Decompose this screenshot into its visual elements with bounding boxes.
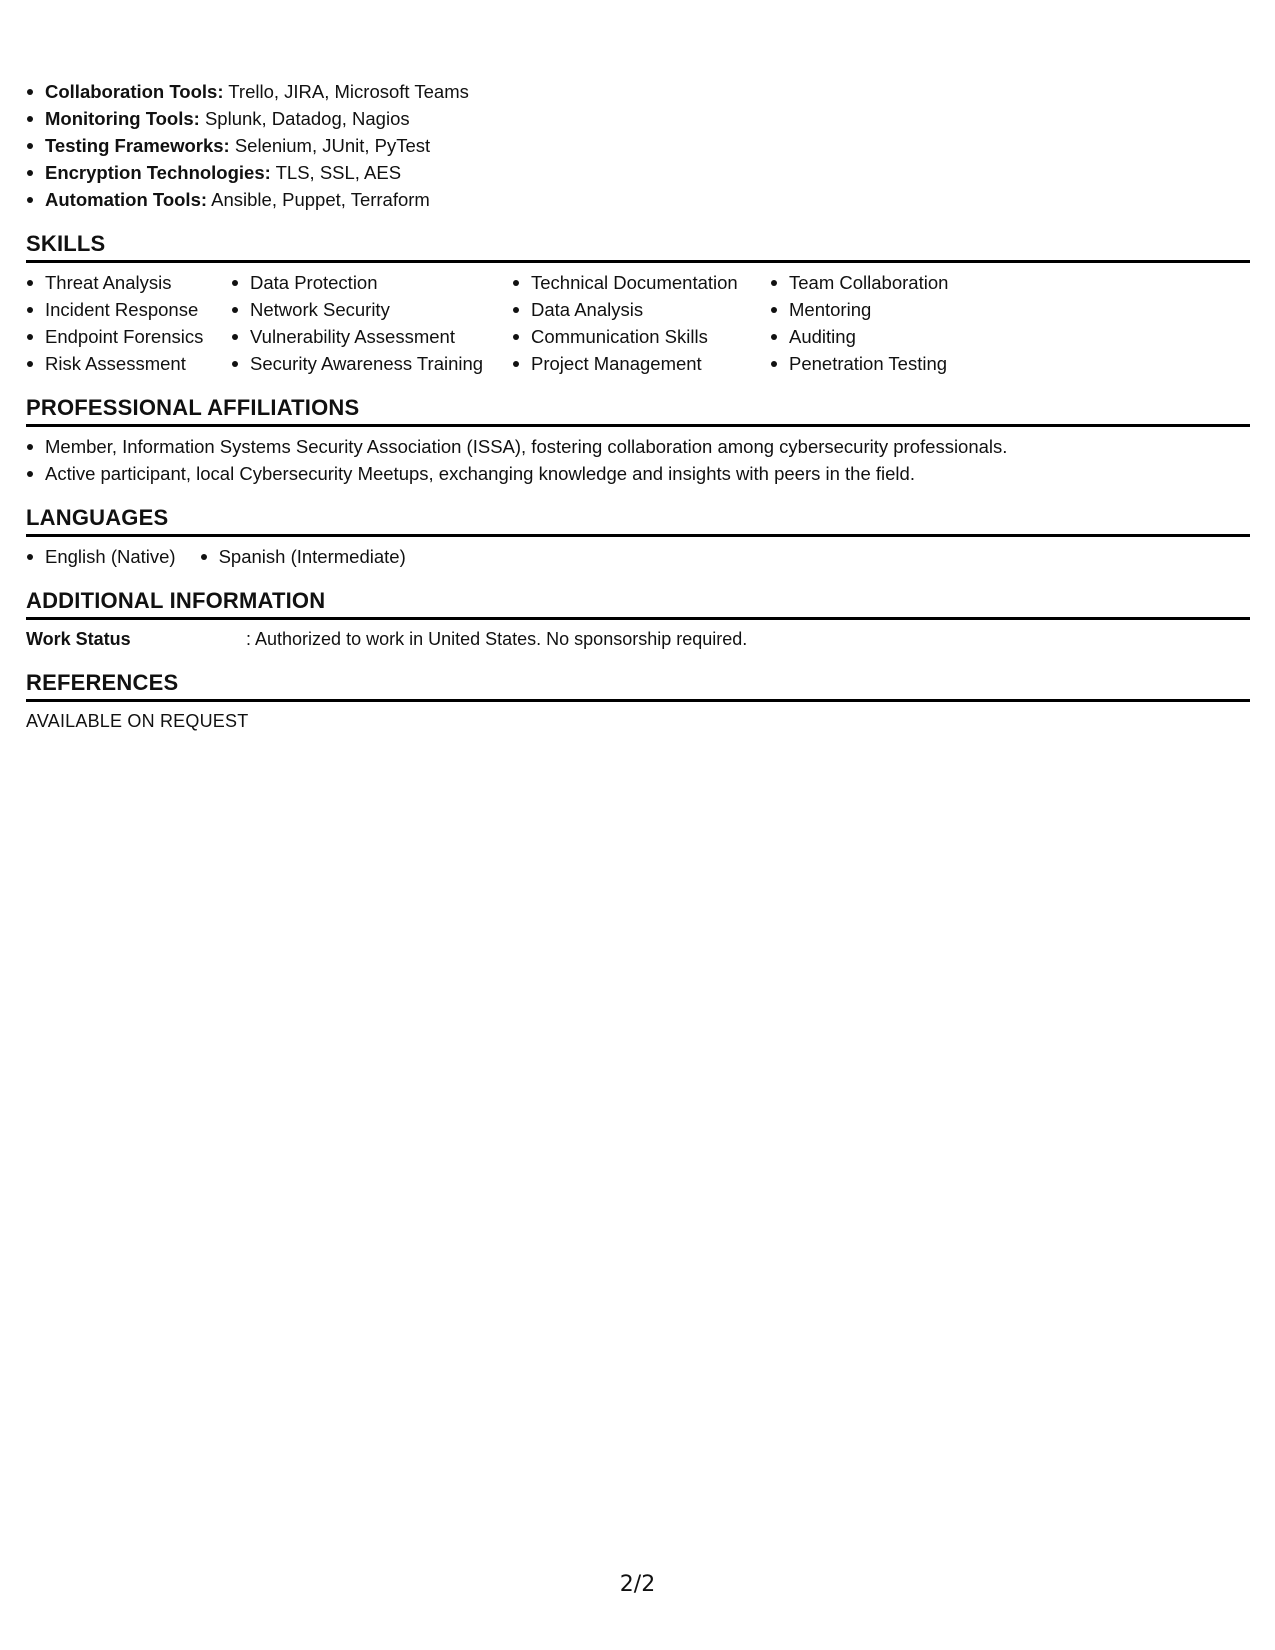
page-number: 2/2: [619, 1572, 656, 1597]
tool-value: Splunk, Datadog, Nagios: [204, 108, 410, 129]
tool-label: Testing Frameworks:: [45, 135, 230, 156]
skills-column-2: [231, 269, 512, 377]
resume-page: [26, 78, 1250, 734]
affiliation-item: Active participant, local Cybersecurity Meetups, exchanging knowledge and insights with peers in the field.: [26, 460, 1250, 487]
skills-column-1: [26, 269, 231, 377]
tool-item-automation: [26, 186, 1250, 213]
skill-item: Security Awareness Training: [231, 350, 512, 377]
additional-info-heading: ADDITIONAL INFORMATION: [26, 588, 1250, 620]
skill-item: Endpoint Forensics: [26, 323, 231, 350]
tools-list: [26, 78, 1250, 213]
skill-item: Team Collaboration: [770, 269, 1030, 296]
tool-item-testing: [26, 132, 1250, 159]
skills-column-3: [512, 269, 770, 377]
work-status-value: : Authorized to work in United States. No sponsorship required.: [246, 629, 748, 649]
skills-heading: SKILLS: [26, 231, 1250, 263]
skill-item: Mentoring: [770, 296, 1030, 323]
references-text: AVAILABLE ON REQUEST: [26, 711, 249, 731]
affiliation-item: Member, Information Systems Security Association (ISSA), fostering collaboration among cybersecurity professionals.: [26, 433, 1250, 460]
skills-grid: [26, 269, 1250, 377]
tool-value: Ansible, Puppet, Terraform: [211, 189, 430, 210]
tool-item-encryption: [26, 159, 1250, 186]
tool-label: Automation Tools:: [45, 189, 208, 210]
work-status-label: Work Status: [26, 629, 131, 649]
affiliations-heading: PROFESSIONAL AFFILIATIONS: [26, 395, 1250, 427]
languages-list: [26, 543, 1250, 570]
skill-item: Data Analysis: [512, 296, 770, 323]
references-heading: REFERENCES: [26, 670, 1250, 702]
tool-item-monitoring: [26, 105, 1250, 132]
languages-heading: LANGUAGES: [26, 505, 1250, 537]
tool-label: Collaboration Tools:: [45, 81, 224, 102]
skill-item: Incident Response: [26, 296, 231, 323]
skill-item: Communication Skills: [512, 323, 770, 350]
tool-value: Selenium, JUnit, PyTest: [234, 135, 431, 156]
tool-label: Encryption Technologies:: [45, 162, 271, 183]
tool-label: Monitoring Tools:: [45, 108, 200, 129]
skill-item: Vulnerability Assessment: [231, 323, 512, 350]
skill-item: Auditing: [770, 323, 1030, 350]
tool-value: Trello, JIRA, Microsoft Teams: [228, 81, 469, 102]
skill-item: Network Security: [231, 296, 512, 323]
skill-item: Threat Analysis: [26, 269, 231, 296]
skill-item: Risk Assessment: [26, 350, 231, 377]
affiliations-list: [26, 433, 1250, 487]
skill-item: Data Protection: [231, 269, 512, 296]
language-item: English (Native): [26, 543, 176, 570]
tool-value: TLS, SSL, AES: [275, 162, 402, 183]
skills-column-4: [770, 269, 1030, 377]
language-item: Spanish (Intermediate): [200, 543, 406, 570]
skill-item: Technical Documentation: [512, 269, 770, 296]
skill-item: Penetration Testing: [770, 350, 1030, 377]
work-status-row: [26, 626, 1250, 652]
skill-item: Project Management: [512, 350, 770, 377]
tool-item-collaboration: [26, 78, 1250, 105]
